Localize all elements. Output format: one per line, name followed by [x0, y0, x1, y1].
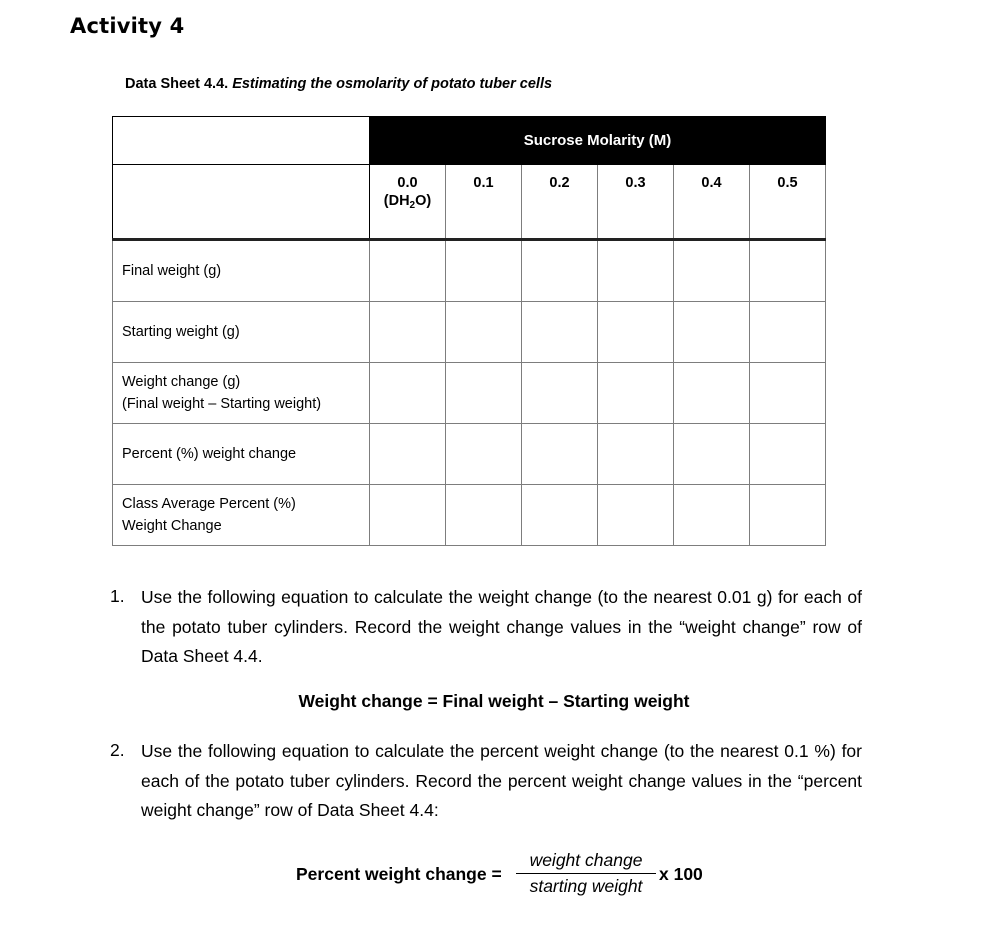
- data-cell[interactable]: [598, 240, 674, 302]
- fraction-denominator: starting weight: [529, 876, 643, 896]
- data-cell[interactable]: [750, 240, 826, 302]
- concentration-0.1: 0.1: [446, 165, 522, 240]
- data-cell[interactable]: [750, 485, 826, 546]
- data-sheet-table: [112, 116, 826, 546]
- data-cell[interactable]: [750, 424, 826, 485]
- data-cell[interactable]: [598, 424, 674, 485]
- header-row: [113, 117, 826, 165]
- data-cell[interactable]: [370, 485, 446, 546]
- data-cell[interactable]: [522, 485, 598, 546]
- data-cell[interactable]: [522, 363, 598, 424]
- caption-label: Data Sheet 4.4.: [125, 76, 233, 92]
- table-row: [113, 302, 826, 363]
- instruction-1-number: 1.: [110, 586, 125, 606]
- data-cell[interactable]: [370, 302, 446, 363]
- data-cell[interactable]: [446, 302, 522, 363]
- concentration-row: [113, 165, 826, 240]
- concentration-0.0: [370, 165, 446, 240]
- instruction-2-text: Use the following equation to calculate the percent weight change (to the nearest 0.1 %) for each of the potato tuber cylinders. Record the percent weight change values in the “percent weight change” row of Data Sheet 4.4:: [141, 741, 862, 820]
- row-label-final-weight: Final weight (g): [113, 240, 370, 302]
- instruction-1-text: Use the following equation to calculate the weight change (to the nearest 0.01 g) for each of the potato tuber cylinders. Record the weight change values in the “weight change” row of Data Sheet 4.4.: [141, 587, 862, 666]
- data-cell[interactable]: [598, 363, 674, 424]
- data-cell[interactable]: [522, 424, 598, 485]
- data-cell[interactable]: [598, 302, 674, 363]
- data-cell[interactable]: [522, 302, 598, 363]
- percent-equation-label: Percent weight change =: [296, 864, 502, 884]
- data-cell[interactable]: [674, 363, 750, 424]
- row-label-percent-weight-change: Percent (%) weight change: [113, 424, 370, 485]
- data-cell[interactable]: [674, 302, 750, 363]
- row-label-class-average: Class Average Percent (%) Weight Change: [113, 485, 370, 546]
- sucrose-molarity-header: Sucrose Molarity (M): [370, 117, 826, 165]
- data-sheet-caption: [125, 76, 552, 92]
- data-cell[interactable]: [370, 363, 446, 424]
- table-row: [113, 240, 826, 302]
- table-row: [113, 424, 826, 485]
- row-label-weight-change: Weight change (g) (Final weight – Starting weight): [113, 363, 370, 424]
- concentration-0.5: 0.5: [750, 165, 826, 240]
- data-cell[interactable]: [674, 485, 750, 546]
- data-cell[interactable]: [750, 302, 826, 363]
- corner-cell: [113, 117, 370, 165]
- fraction-numerator: weight change: [516, 850, 656, 874]
- activity-title: Activity 4: [70, 14, 185, 38]
- concentration-value: 0.0: [397, 175, 418, 191]
- table-row: [113, 363, 826, 424]
- row-label-starting-weight: Starting weight (g): [113, 302, 370, 363]
- concentration-0.2: 0.2: [522, 165, 598, 240]
- data-cell[interactable]: [598, 485, 674, 546]
- concentration-corner-cell: [113, 165, 370, 240]
- data-cell[interactable]: [674, 424, 750, 485]
- data-cell[interactable]: [446, 363, 522, 424]
- percent-equation-multiplier: x 100: [659, 864, 703, 884]
- data-cell[interactable]: [750, 363, 826, 424]
- data-cell[interactable]: [446, 485, 522, 546]
- data-cell[interactable]: [446, 240, 522, 302]
- table-row: [113, 485, 826, 546]
- caption-title: Estimating the osmolarity of potato tuber cells: [232, 76, 553, 92]
- data-cell[interactable]: [370, 424, 446, 485]
- concentration-note: $(DH_2O)$: [383, 193, 432, 211]
- concentration-0.3: 0.3: [598, 165, 674, 240]
- data-cell[interactable]: [674, 240, 750, 302]
- data-cell[interactable]: [370, 240, 446, 302]
- instruction-2-number: 2.: [110, 740, 125, 760]
- percent-equation-fraction: [516, 850, 656, 897]
- data-cell[interactable]: [522, 240, 598, 302]
- concentration-0.4: 0.4: [674, 165, 750, 240]
- data-cell[interactable]: [446, 424, 522, 485]
- weight-change-equation: Weight change = Final weight – Starting weight: [298, 691, 690, 711]
